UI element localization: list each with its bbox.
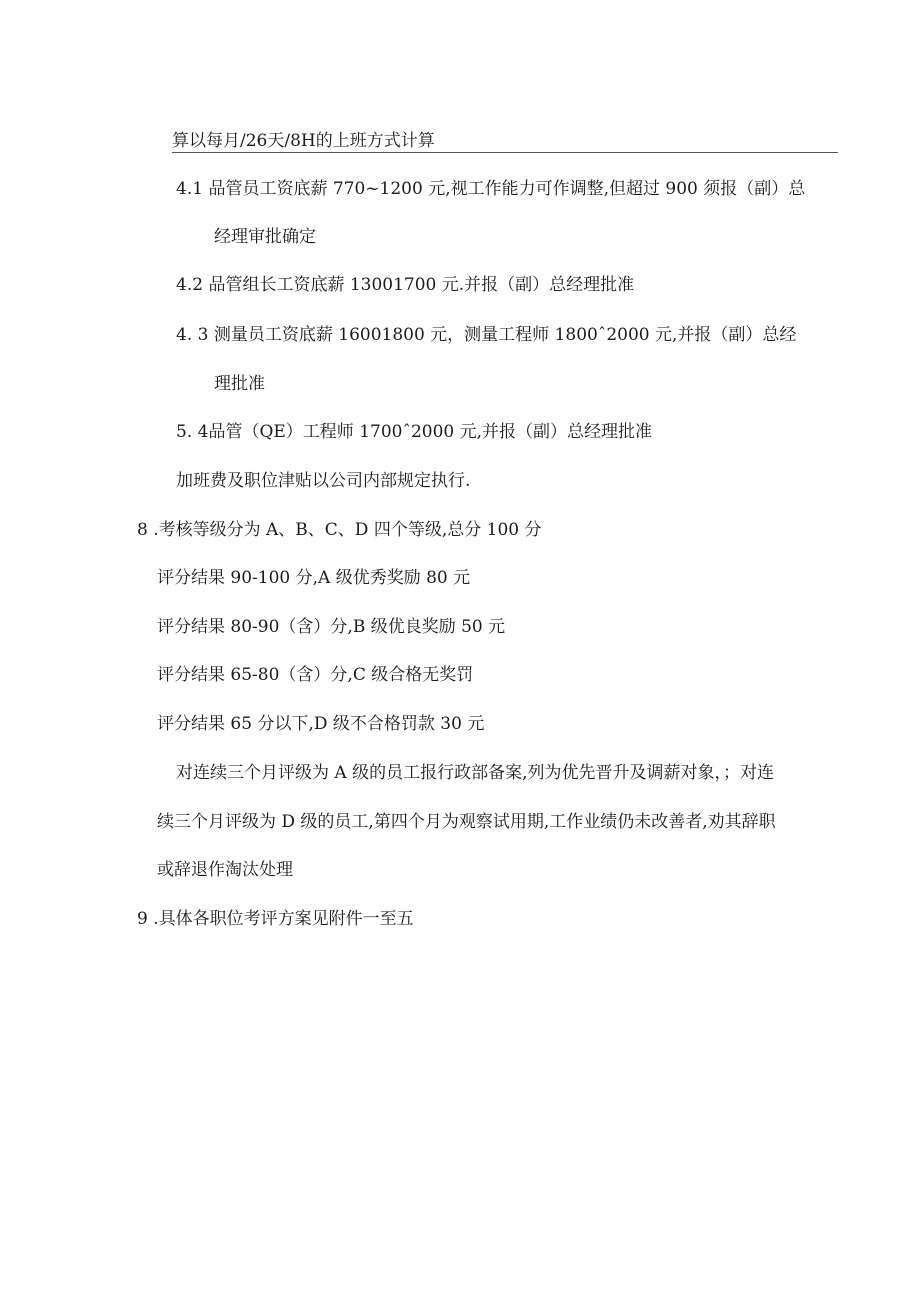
evaluation-paragraph-line1: 对连续三个月评级为 A 级的员工报行政部备案,列为优先晋升及调薪对象，；对连: [176, 763, 774, 783]
grade-c: 评分结果 65-80（含）分,C 级合格无奖罚: [157, 665, 474, 685]
salary-item-4-3-line1: 4. 3 测量员工资底薪 16001800 元，测量工程师 1800ˆ2000 元,并报（副）总经: [176, 325, 797, 345]
grade-a: 评分结果 90-100 分,A 级优秀奖励 80 元: [157, 568, 471, 588]
salary-item-4-1-line2: 经理审批确定: [214, 227, 316, 247]
salary-item-4-2: 4.2 品管组长工资底薪 13001700 元.并报（副）总经理批准: [176, 275, 635, 295]
evaluation-paragraph-line3: 或辞退作淘汰处理: [157, 860, 293, 880]
overtime-note: 加班费及职位津贴以公司内部规定执行.: [176, 471, 471, 491]
grade-d: 评分结果 65 分以下,D 级不合格罚款 30 元: [157, 714, 485, 734]
salary-item-4-1-line1: 4.1 品管员工资底薪 770~1200 元,视工作能力可作调整,但超过 900 须报（副）总: [176, 179, 806, 199]
section-8-title: 8 .考核等级分为 A、B、C、D 四个等级,总分 100 分: [137, 520, 542, 540]
header-text: 算以每月/26天/8H的上班方式计算: [172, 131, 435, 151]
section-9-title: 9 .具体各职位考评方案见附件一至五: [137, 909, 414, 929]
salary-item-5-4: 5. 4品管（QE）工程师 1700ˆ2000 元,并报（副）总经理批准: [176, 422, 653, 442]
grade-b: 评分结果 80-90（含）分,B 级优良奖励 50 元: [157, 617, 506, 637]
header-rule-line: [172, 130, 838, 153]
salary-item-4-3-line2: 理批准: [214, 374, 265, 394]
evaluation-paragraph-line2: 续三个月评级为 D 级的员工,第四个月为观察试用期,工作业绩仍未改善者,劝其辞职: [157, 812, 776, 832]
